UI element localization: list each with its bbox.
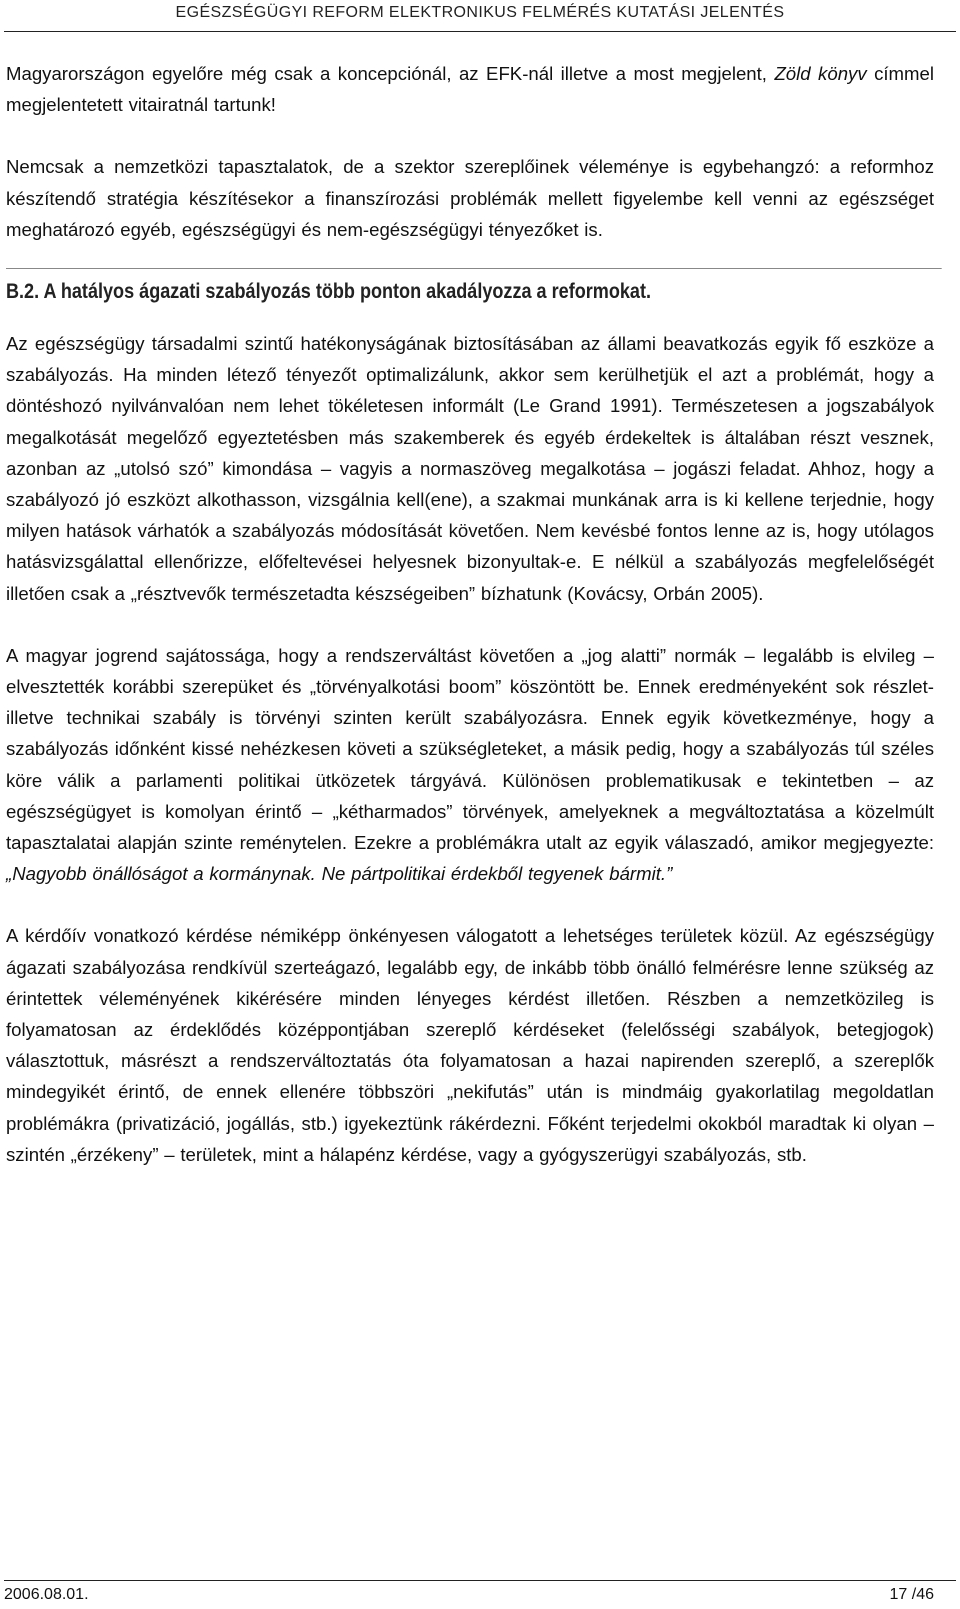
section-heading <box>6 276 804 308</box>
paragraph-legal-system <box>6 640 934 890</box>
page-number: 17 /46 <box>889 1586 934 1603</box>
paragraph-legal-system-text: A magyar jogrend sajátossága, hogy a rendszerváltást követően a „jog alatti” normák – legalább is elvileg – elvesztették korábbi szerepüket és „törvényalkotási boom” köszöntött be. Ennek eredményeként sok részlet- illetve technikai szabály is törvényi szinten került szabályozásra. Ennek egyik következménye, hogy a szabályozás időnként kissé nehézkesen követi a szükségleteket, a másik pedig, hogy a szabályozás túl széles köre válik a parlamenti politikai ütközetek tárgyává. Különösen problematikusak e tekintetben – az egészségügyet is komolyan érintő – „kétharmados” törvények, amelyeknek a megváltoztatása a közelmúlt tapasztalatai alapján szinte reménytelen. Ezekre a problémákra utalt az egyik válaszadó, amikor megjegyezte: <box>6 644 934 854</box>
page-header: EGÉSZSÉGÜGYI REFORM ELEKTRONIKUS FELMÉRÉS KUTATÁSI JELENTÉS <box>175 4 785 21</box>
paragraph-intro-text-b: címmel megjelentetett vitairatnál tartunk! <box>6 63 935 116</box>
paragraph-questionnaire: A kérdőív vonatkozó kérdése némiképp önkényesen válogatott a lehetséges területek közül. Az egészségügy ágazati szabályozása rendkívül szerteágazó, legalább egy, de inkább több önálló felmérésre lenne szükség az érintettek véleményének kikérésére minden lényeges kérdést illetően. Részben a nemzetközileg is folyamatosan az érdeklődés középpontjában szereplő kérdéseket (felelősségi szabályok, betegjogok) választottuk, másrészt a rendszerváltoztatás óta folyamatosan a hazai napirenden szereplő, a szereplők mindegyikét érintő, de ennek ellenére többszöri „nekifutás” után is mindmáig gyakorlatilag megoldatlan problémákra (privatizáció, jogállás, stb.) igyekeztünk rákérdezni. Főként terjedelmi okokból maradtak ki olyan – szintén „érzékeny” – területek, mint a hálapénz kérdése, vagy a gyógyszerügyi szabályozás, stb. <box>6 925 934 1165</box>
paragraph-intro-text-a: Magyarországon egyelőre még csak a koncepciónál, az EFK-nál illetve a most megjelent, <box>6 63 775 84</box>
paragraph-strategy: Nemcsak a nemzetközi tapasztalatok, de a szektor szereplőinek véleménye is egybehangzó: a reformhoz készítendő stratégia készítésekor a finanszírozási problémák mellett figyelembe kell venni az egészséget meghatározó egyéb, egészségügyi és nem-egészségügyi tényezőket is. <box>6 156 934 240</box>
paragraph-intro-italic: Zöld könyv <box>774 63 867 84</box>
paragraph-intro <box>6 58 934 120</box>
footer-divider <box>4 1580 956 1581</box>
header-divider <box>4 31 956 32</box>
footer-date: 2006.08.01. <box>4 1586 89 1603</box>
section-heading-text: B.2. A hatályos ágazati szabályozás több ponton akadályozza a reformokat. <box>6 280 651 304</box>
respondent-quote: „Nagyobb önállóságot a kormánynak. Ne pártpolitikai érdekből tegyenek bármit.” <box>6 863 673 885</box>
document-body <box>6 58 934 1201</box>
paragraph-regulation: Az egészségügy társadalmi szintű hatékonyságának biztosításában az állami beavatkozás egyik fő eszköze a szabályozás. Ha minden létező tényezőt optimalizálunk, akkor sem kerülhetjük el azt a problémát, hogy a döntéshozó nyilvánvalóan nem lehet tökéletesen informált (Le Grand 1991). Természetesen a jogszabályok megalkotását megelőző egyeztetésben más szakemberek és egyéb érdekeltek is általában részt vesznek, azonban az „utolsó szó” kimondása – vagyis a normaszöveg megalkotása – jogászi feladat. Ahhoz, hogy a szabályozó jó eszközt alkothasson, vizsgálnia kell(ene), a szakmai munkának arra is ki kellene terjednie, hogy milyen hatások várhatók a szabályozás módosítását követően. Nem kevésbé fontos lenne az is, hogy utólagos hatásvizsgálattal ellenőrizze, előfeltevései helyesnek bizonyultak-e. E nélkül a szabályozás megfelelőségét illetően csak a „résztvevők természetadta készségeiben” bízhatunk (Kovácsy, Orbán 2005). <box>6 333 934 604</box>
section-heading-rule <box>6 268 942 269</box>
